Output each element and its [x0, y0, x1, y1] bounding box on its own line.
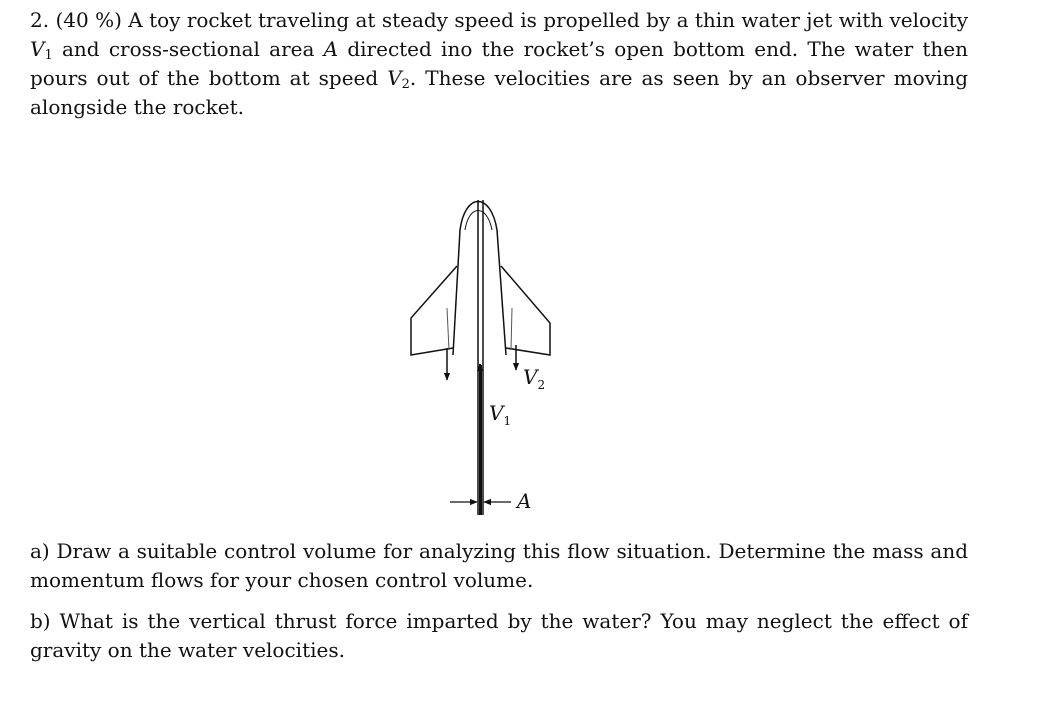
problem-text-part-1: A toy rocket traveling at steady speed is propelled by a thin water jet with velocity	[128, 8, 969, 32]
jet-velocity-symbol: $V_1$	[30, 37, 53, 63]
part-b-question: b) What is the vertical thrust force imparted by the water? You may neglect the effect of gravity on the water velocities.	[30, 609, 968, 662]
v1-label: $V_1$	[489, 401, 512, 428]
rocket-right-fin	[501, 266, 550, 355]
outflow-velocity-symbol: $V_2$	[387, 66, 410, 92]
problem-text-part-4: . These velocities are as seen by an observer moving alongside the rocket.	[30, 66, 969, 119]
rocket-inner-wall-right	[511, 308, 512, 350]
rocket-left-fin	[411, 266, 457, 355]
rocket-inner-wall-left	[447, 308, 449, 350]
problem-statement	[30, 6, 968, 122]
part-a-question: a) Draw a suitable control volume for analyzing this flow situation. Determine the mass and momentum flows for your chosen control volume.	[30, 539, 968, 592]
problem-text-part-2: and cross-sectional area	[61, 37, 315, 61]
area-symbol: A	[323, 37, 339, 61]
rocket-body	[453, 202, 506, 356]
v2-label: $V_2$	[523, 365, 546, 392]
area-label: A	[517, 489, 532, 513]
problem-number: 2.	[30, 8, 50, 32]
rocket-figure	[395, 190, 575, 520]
problem-text-part-3: directed ino the rocket’s open bottom end. The water then pours out of the bottom at speed	[30, 37, 969, 90]
problem-weight: (40 %)	[55, 8, 122, 32]
